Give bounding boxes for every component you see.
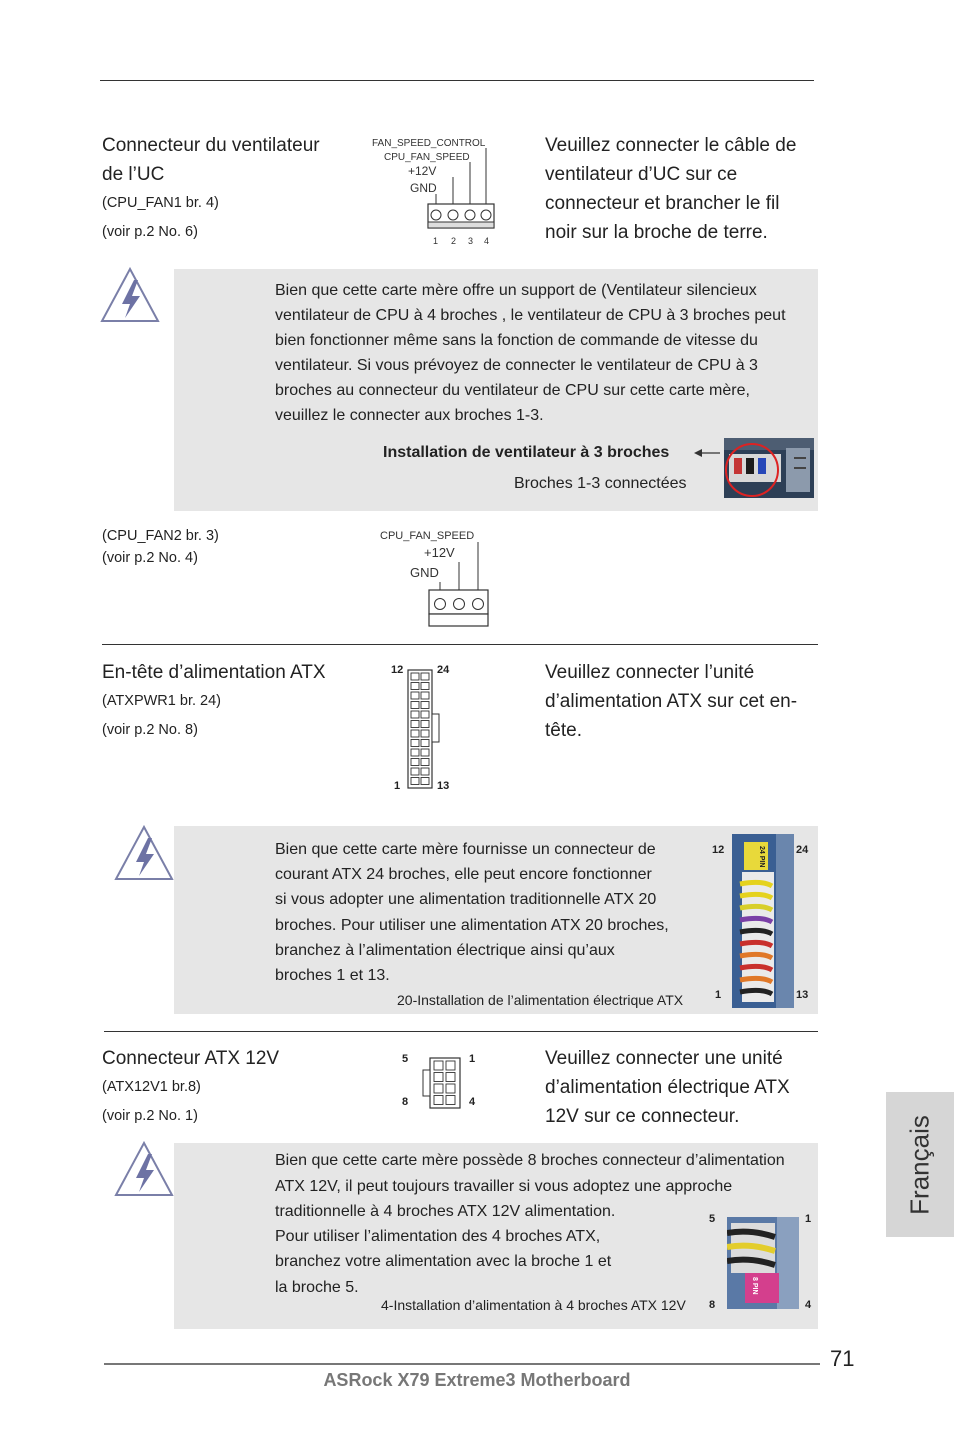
atx-pin-24-label: 24	[437, 664, 450, 676]
atx-title: En-tête d’alimentation ATX	[102, 662, 326, 683]
note2-line-6: broches 1 et 13.	[275, 967, 390, 984]
atx12v-pin-5-label: 5	[402, 1053, 409, 1065]
cpu-fan2-diagram	[378, 528, 498, 632]
plus12v-label: +12V	[408, 164, 437, 178]
atx-pin-13-label: 13	[437, 780, 450, 792]
footer-title: ASRock X79 Extreme3 Motherboard	[323, 1370, 631, 1390]
pin-3-label: 3	[468, 236, 474, 246]
language-side-tab	[886, 1092, 954, 1237]
top-rule	[100, 80, 814, 81]
atx12v-ref: (voir p.2 No. 1)	[102, 1108, 198, 1124]
atx24-install-photo	[732, 834, 794, 1008]
atx12v-instr-2: d’alimentation électrique ATX	[545, 1077, 790, 1098]
note1-line-2: ventilateur de CPU à 4 broches , le ventilateur de CPU à 3 broches peut	[275, 307, 786, 324]
fan-install-sub: Broches 1-3 connectées	[514, 475, 687, 492]
atx12v-instr-3: 12V sur ce connecteur.	[545, 1106, 740, 1127]
note3-line-1: Bien que cette carte mère possède 8 broches connecteur d’alimentation	[275, 1152, 785, 1169]
note1-line-1: Bien que cette carte mère offre un support de (Ventilateur silencieux	[275, 282, 757, 299]
atx-pin-12-label: 12	[391, 664, 404, 676]
gnd-label: GND	[410, 181, 437, 195]
atx12v-part: (ATX12V1 br.8)	[102, 1079, 201, 1095]
warning-icon	[114, 1140, 176, 1198]
pin-1-label: 1	[433, 236, 439, 246]
cpu-fan2-12v-label: +12V	[424, 545, 455, 560]
atx-photo-pin-13-label: 13	[796, 989, 809, 1001]
note3-line-5: branchez votre alimentation avec la broche 1 et	[275, 1253, 612, 1270]
warning-icon	[100, 266, 162, 324]
cpu-fan-title-line1: Connecteur du ventilateur	[102, 135, 320, 156]
section-rule-2	[104, 1031, 818, 1032]
atx12v-title: Connecteur ATX 12V	[102, 1048, 280, 1069]
section-rule-1	[102, 644, 818, 645]
note1-line-3: bien fonctionner même sans la fonction de commande de vitesse du	[275, 332, 758, 349]
fan-install-title: Installation de ventilateur à 3 broches	[383, 444, 670, 461]
cpu-fan-instr-4: noir sur la broche de terre.	[545, 222, 768, 243]
fan-speed-control-label: FAN_SPEED_CONTROL	[372, 138, 486, 149]
atx-pin-1-label: 1	[394, 780, 401, 792]
cpu-fan2-speed-label: CPU_FAN_SPEED	[380, 530, 475, 542]
atx24-connector-diagram	[406, 668, 442, 792]
atx-instr-2: d’alimentation ATX sur cet en-	[545, 691, 798, 712]
note3-line-3: traditionnelle à 4 broches ATX 12V alimentation.	[275, 1203, 616, 1220]
note2-line-4: broches. Pour utiliser une alimentation ATX 20 broches,	[275, 917, 669, 934]
atx-photo-pin-1-label: 1	[715, 989, 722, 1001]
cpu-fan-instr-1: Veuillez connecter le câble de	[545, 135, 797, 156]
note2-line-3: si vous adopter une alimentation traditionnelle ATX 20	[275, 891, 657, 908]
pin-4-label: 4	[484, 236, 490, 246]
note3-line-4: Pour utiliser l’alimentation des 4 broches ATX,	[275, 1228, 601, 1245]
note3-line-6: la broche 5.	[275, 1279, 359, 1296]
atx-photo-pin-24-label: 24	[796, 844, 809, 856]
cpu-fan2-part: (CPU_FAN2 br. 3)	[102, 528, 219, 544]
atx12v-install-photo	[727, 1217, 799, 1309]
atx12v-pin-1-label: 1	[469, 1053, 476, 1065]
atx-instr-1: Veuillez connecter l’unité	[545, 662, 755, 683]
atx-ref: (voir p.2 No. 8)	[102, 722, 198, 738]
cpu-fan2-gnd-label: GND	[410, 565, 439, 580]
atx-photo-pin-12-label: 12	[712, 844, 725, 856]
language-label: Français	[904, 1114, 935, 1215]
footer-rule	[104, 1363, 820, 1365]
atx12v-photo-pin-4-label: 4	[805, 1299, 812, 1311]
cpu-fan-title-line2: de l’UC	[102, 164, 165, 185]
note2-line-5: branchez à l’alimentation électrique ainsi qu’aux	[275, 942, 615, 959]
note2-line-2: courant ATX 24 broches, elle peut encore fonctionner	[275, 866, 652, 883]
atx-part: (ATXPWR1 br. 24)	[102, 693, 221, 709]
cpu-fan-part: (CPU_FAN1 br. 4)	[102, 195, 219, 211]
note3-line-2: ATX 12V, il peut toujours travailler si vous adoptez une approche	[275, 1178, 733, 1195]
atx12v-instr-1: Veuillez connecter une unité	[545, 1048, 783, 1069]
atx12v-photo-pin-1-label: 1	[805, 1213, 812, 1225]
cpu-fan-speed-label: CPU_FAN_SPEED	[384, 152, 470, 163]
atx12v-photo-pin-5-label: 5	[709, 1213, 716, 1225]
atx12v-photo-pin-8-label: 8	[709, 1299, 716, 1311]
atx12v-photo-label: 8 PIN	[751, 1277, 758, 1295]
note1-line-5: broches au connecteur du ventilateur de CPU sur cette carte mère,	[275, 382, 750, 399]
cpu-fan-instr-2: ventilateur d’UC sur ce	[545, 164, 738, 185]
note2-line-1: Bien que cette carte mère fournisse un connecteur de	[275, 841, 656, 858]
cpu-fan1-diagram	[370, 134, 500, 250]
atx12v-pin-8-label: 8	[402, 1096, 409, 1108]
cpu-fan-instr-3: connecteur et brancher le fil	[545, 193, 780, 214]
page-number: 71	[830, 1346, 855, 1371]
atx-instr-3: tête.	[545, 720, 582, 741]
atx12v-install-caption: 4-Installation d’alimentation à 4 broches ATX 12V	[381, 1297, 686, 1313]
fan-install-photo	[724, 438, 814, 498]
cpu-fan-ref: (voir p.2 No. 6)	[102, 224, 198, 240]
arrow-left-icon	[692, 446, 722, 460]
atx-photo-label: 24 PIN	[758, 846, 765, 868]
atx12v-pin-4-label: 4	[469, 1096, 476, 1108]
cpu-fan2-ref: (voir p.2 No. 4)	[102, 550, 198, 566]
warning-icon	[114, 824, 176, 882]
note1-line-6: veuillez le connecter aux broches 1-3.	[275, 407, 544, 424]
atx12v-connector-diagram	[420, 1056, 464, 1112]
atx20-install-caption: 20-Installation de l’alimentation électrique ATX	[397, 992, 684, 1008]
note1-line-4: ventilateur. Si vous prévoyez de connecter le ventilateur de CPU à 3	[275, 357, 758, 374]
pin-2-label: 2	[451, 236, 457, 246]
